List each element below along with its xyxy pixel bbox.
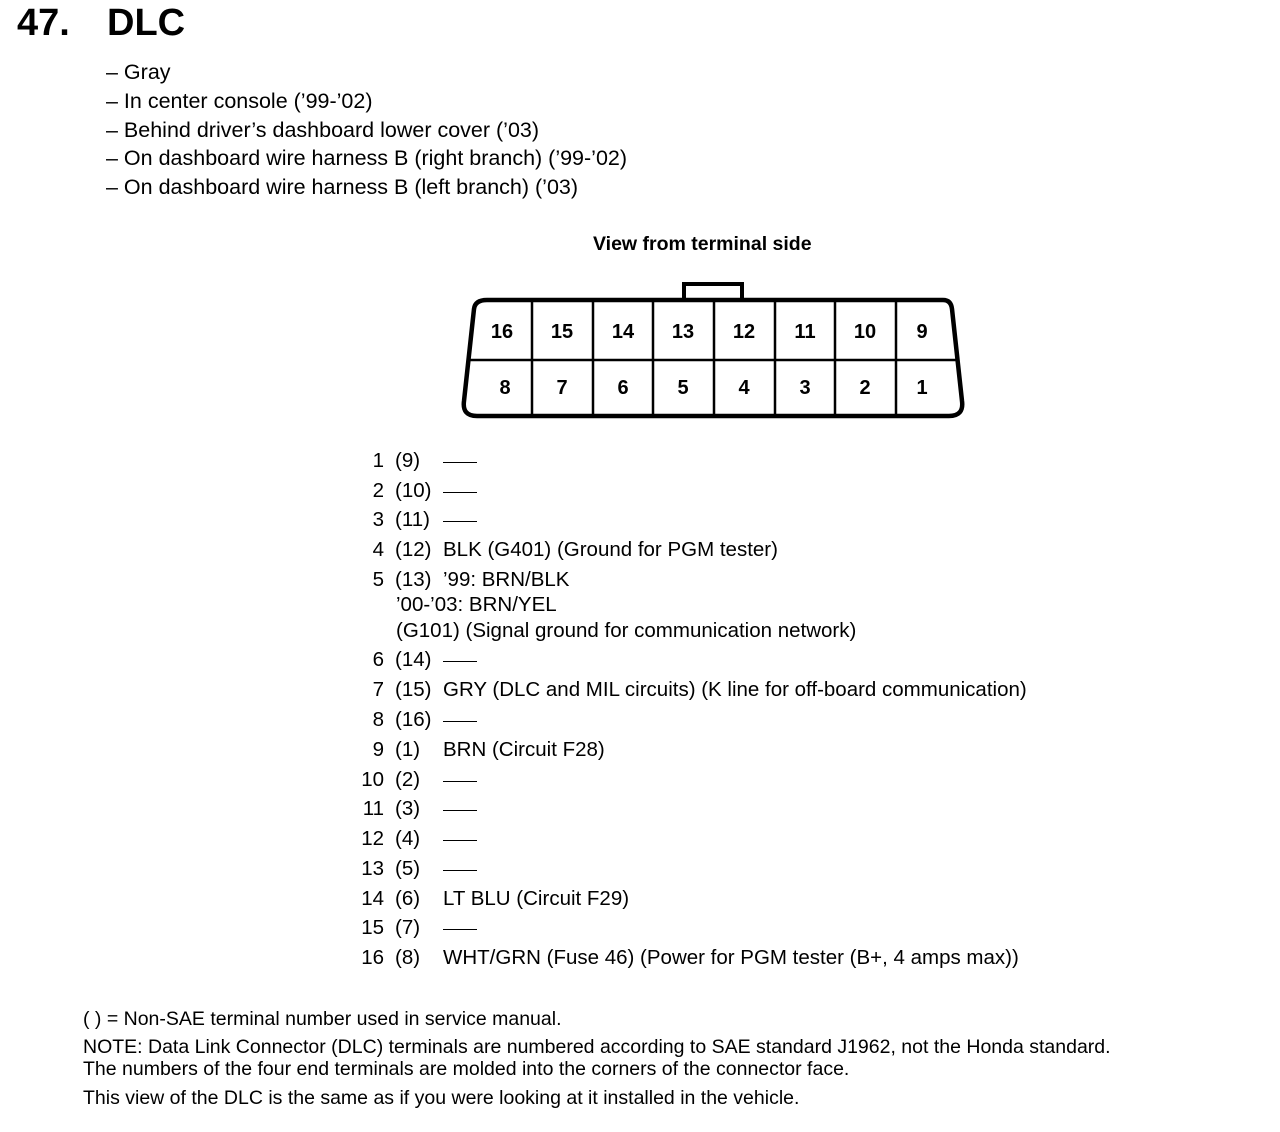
location-item: – On dashboard wire harness B (left branch) (’03): [106, 175, 579, 200]
terminal-label: 13: [671, 321, 695, 343]
terminal-label: 1: [916, 377, 928, 399]
pin-description: ’99: BRN/BLK: [443, 568, 570, 591]
pin-number: 16: [361, 946, 384, 969]
section-number: 47.: [17, 2, 70, 44]
pin-unused-dash: [443, 827, 477, 851]
pin-row-continuation: [396, 593, 557, 617]
end-terminals-note: The numbers of the four end terminals are molded into the corners of the connector face.: [83, 1058, 850, 1080]
pin-row-continuation: [396, 619, 856, 643]
terminal-label: 11: [794, 321, 816, 343]
pin-alt-number: (11): [395, 508, 430, 531]
terminal-label: 5: [677, 377, 689, 399]
terminal-label: 10: [853, 321, 877, 343]
view-orientation-note: This view of the DLC is the same as if you were looking at it installed in the vehicle.: [83, 1087, 800, 1109]
terminal-label: 14: [611, 321, 635, 343]
pin-description: GRY (DLC and MIL circuits) (K line for off-board communication): [443, 678, 1027, 701]
connector-latch: [684, 284, 742, 300]
pin-alt-number: (8): [395, 946, 421, 969]
pin-number: 10: [361, 768, 384, 791]
dlc-connector-diagram: [455, 275, 975, 425]
pin-unused-dash: [443, 479, 477, 503]
terminal-label: 6: [617, 377, 629, 399]
pin-number: 14: [361, 887, 384, 910]
pin-alt-number: (9): [395, 449, 421, 472]
pin-number: 8: [372, 708, 384, 731]
pin-alt-number: (6): [395, 887, 421, 910]
pin-unused-dash: [443, 508, 477, 532]
terminal-label: 4: [738, 377, 750, 399]
pin-description: BRN (Circuit F28): [443, 738, 605, 761]
pin-number: 4: [372, 538, 384, 561]
pin-alt-number: (12): [395, 538, 432, 561]
view-title: View from terminal side: [593, 233, 812, 255]
pin-alt-number: (7): [395, 916, 421, 939]
pin-unused-dash: [443, 449, 477, 473]
pin-description: WHT/GRN (Fuse 46) (Power for PGM tester (B+, 4 amps max)): [443, 946, 1019, 969]
location-item: – On dashboard wire harness B (right branch) (’99-’02): [106, 146, 628, 171]
pin-alt-number: (4): [395, 827, 421, 850]
pin-number: 1: [372, 449, 384, 472]
pin-unused-dash: [443, 797, 477, 821]
pin-number: 12: [361, 827, 384, 850]
pin-alt-number: (15): [395, 678, 432, 701]
pin-description: LT BLU (Circuit F29): [443, 887, 630, 910]
terminal-label: 2: [859, 377, 871, 399]
location-list: [106, 58, 627, 202]
pin-number: 15: [361, 916, 384, 939]
pin-alt-number: (2): [395, 768, 421, 791]
location-item: – Gray: [106, 60, 171, 84]
pin-description: ’00-’03: BRN/YEL: [396, 593, 557, 616]
pin-number: 7: [372, 678, 384, 701]
pin-alt-number: (13): [395, 568, 432, 591]
sae-numbering-note: NOTE: Data Link Connector (DLC) terminals are numbered according to SAE standard J1962, not the Honda standard.: [83, 1036, 1111, 1058]
pin-number: 2: [372, 479, 384, 502]
pin-alt-number: (1): [395, 738, 421, 761]
pin-number: 5: [372, 568, 384, 591]
terminal-label: 3: [799, 377, 811, 399]
pin-unused-dash: [443, 768, 477, 792]
pin-number: 11: [362, 797, 384, 820]
pin-alt-number: (16): [395, 708, 432, 731]
pin-description: (G101) (Signal ground for communication network): [396, 619, 857, 642]
location-item: – In center console (’99-’02): [106, 88, 373, 113]
pin-alt-number: (3): [395, 797, 421, 820]
location-item: – Behind driver’s dashboard lower cover (’03): [106, 117, 540, 142]
pin-unused-dash: [443, 708, 477, 732]
pin-number: 6: [372, 648, 384, 671]
pin-unused-dash: [443, 648, 477, 672]
terminal-legend-note: ( ) = Non-SAE terminal number used in service manual.: [83, 1008, 562, 1030]
terminal-label: 7: [556, 377, 568, 399]
terminal-label: 16: [490, 321, 514, 343]
terminal-label: 12: [732, 321, 756, 343]
pin-number: 13: [361, 857, 384, 880]
pin-number: 3: [372, 508, 384, 531]
section-title: DLC: [107, 2, 186, 44]
pin-alt-number: (10): [395, 479, 432, 502]
pin-unused-dash: [443, 857, 477, 881]
pin-alt-number: (14): [395, 648, 432, 671]
terminal-label: 15: [550, 321, 574, 343]
terminal-label: 8: [499, 377, 511, 399]
pin-description: BLK (G401) (Ground for PGM tester): [443, 538, 778, 561]
terminal-label: 9: [916, 321, 928, 343]
pin-alt-number: (5): [395, 857, 421, 880]
pin-unused-dash: [443, 916, 477, 940]
pin-number: 9: [372, 738, 384, 761]
